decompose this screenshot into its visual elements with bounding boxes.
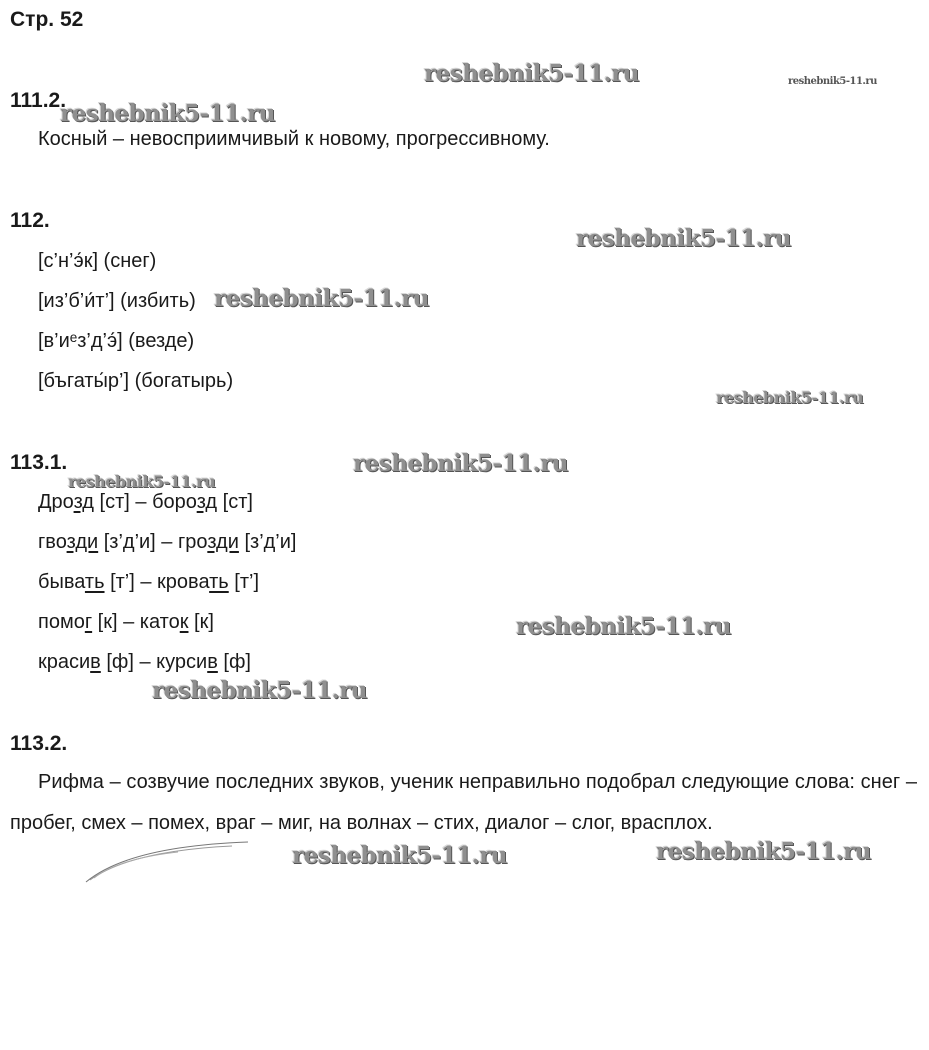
underlined-letters: зд: [196, 491, 218, 513]
underlined-letters: ть: [209, 571, 229, 593]
word-1: помог: [38, 611, 93, 633]
word-2: каток: [139, 611, 189, 633]
sound-2: [ф]: [217, 651, 251, 673]
dash: –: [134, 571, 158, 593]
underlined-letters: ть: [84, 571, 105, 593]
watermark: reshebnik5-11.ru: [353, 450, 568, 477]
word-pair-row: [38, 651, 251, 674]
watermark: reshebnik5-11.ru: [60, 100, 275, 127]
underlined-letters: зди: [207, 531, 239, 553]
word-2: кровать: [157, 571, 229, 593]
sound-2: [к]: [188, 611, 214, 633]
dash: –: [117, 611, 140, 633]
word-1: гвозди: [38, 531, 99, 553]
sound-2: [т’]: [228, 571, 260, 593]
exercise-number-112: 112.: [10, 209, 50, 232]
page-label: Стр. 52: [10, 8, 84, 31]
transcription-line: [бъгаты́р’] (богатырь): [38, 370, 234, 392]
underlined-letters: в: [207, 651, 218, 673]
scribble-mark: [82, 840, 252, 886]
exercise-number-111-2: 111.2.: [10, 89, 67, 112]
word-2: курсив: [156, 651, 218, 673]
sound-2: [з’д’и]: [238, 531, 297, 553]
exercise-number-113-1: 113.1.: [10, 451, 68, 474]
sound-2: [ст]: [217, 491, 253, 513]
watermark: reshebnik5-11.ru: [214, 285, 429, 312]
watermark: reshebnik5-11.ru: [576, 225, 791, 252]
transcription-line: [из’б’и́т’] (избить): [38, 290, 196, 312]
underlined-letters: г: [84, 611, 93, 633]
underlined-letters: к: [179, 611, 189, 633]
watermark: reshebnik5-11.ru: [424, 60, 639, 87]
word-2: грозди: [178, 531, 239, 553]
word-2: борозд: [152, 491, 218, 513]
watermark: reshebnik5-11.ru: [716, 388, 864, 407]
watermark: reshebnik5-11.ru: [788, 76, 877, 87]
word-pair-row: [38, 571, 259, 594]
sound-1: [т’]: [104, 571, 135, 593]
underlined-letters: зди: [66, 531, 99, 553]
dash: –: [129, 491, 153, 513]
sound-1: [ст]: [93, 491, 130, 513]
watermark: reshebnik5-11.ru: [152, 677, 367, 704]
exercise-number-113-2: 113.2.: [10, 732, 68, 755]
sound-1: [з’д’и]: [98, 531, 156, 553]
word-pair-row: [38, 491, 253, 514]
exercise-113-2-paragraph: [10, 762, 917, 844]
watermark: reshebnik5-11.ru: [292, 842, 507, 869]
watermark: reshebnik5-11.ru: [656, 838, 871, 865]
sound-1: [к]: [92, 611, 118, 633]
word-1: бывать: [38, 571, 105, 593]
transcription-line: [с’н’э́к] (снег): [38, 250, 157, 272]
word-pair-row: [38, 531, 296, 554]
exercise-111-2-text: Косный – невосприимчивый к новому, прогрессивному.: [38, 128, 550, 150]
underlined-letters: в: [90, 651, 101, 673]
paragraph-text: Рифма – созвучие последних звуков, ученик неправильно подобрал следующие слова: снег – пробег, смех – помех, враг – миг, на волнах – стих, диалог – слог, врасплох.: [10, 771, 917, 834]
watermark: reshebnik5-11.ru: [68, 472, 216, 491]
word-1: Дрозд: [38, 491, 94, 513]
word-pair-row: [38, 611, 214, 634]
dash: –: [133, 651, 157, 673]
word-1: красив: [38, 651, 101, 673]
sound-1: [ф]: [100, 651, 134, 673]
watermark: reshebnik5-11.ru: [516, 613, 731, 640]
underlined-letters: зд: [73, 491, 94, 513]
dash: –: [155, 531, 178, 553]
transcription-line: [в’иᵉз’д’э́] (везде): [38, 330, 195, 352]
